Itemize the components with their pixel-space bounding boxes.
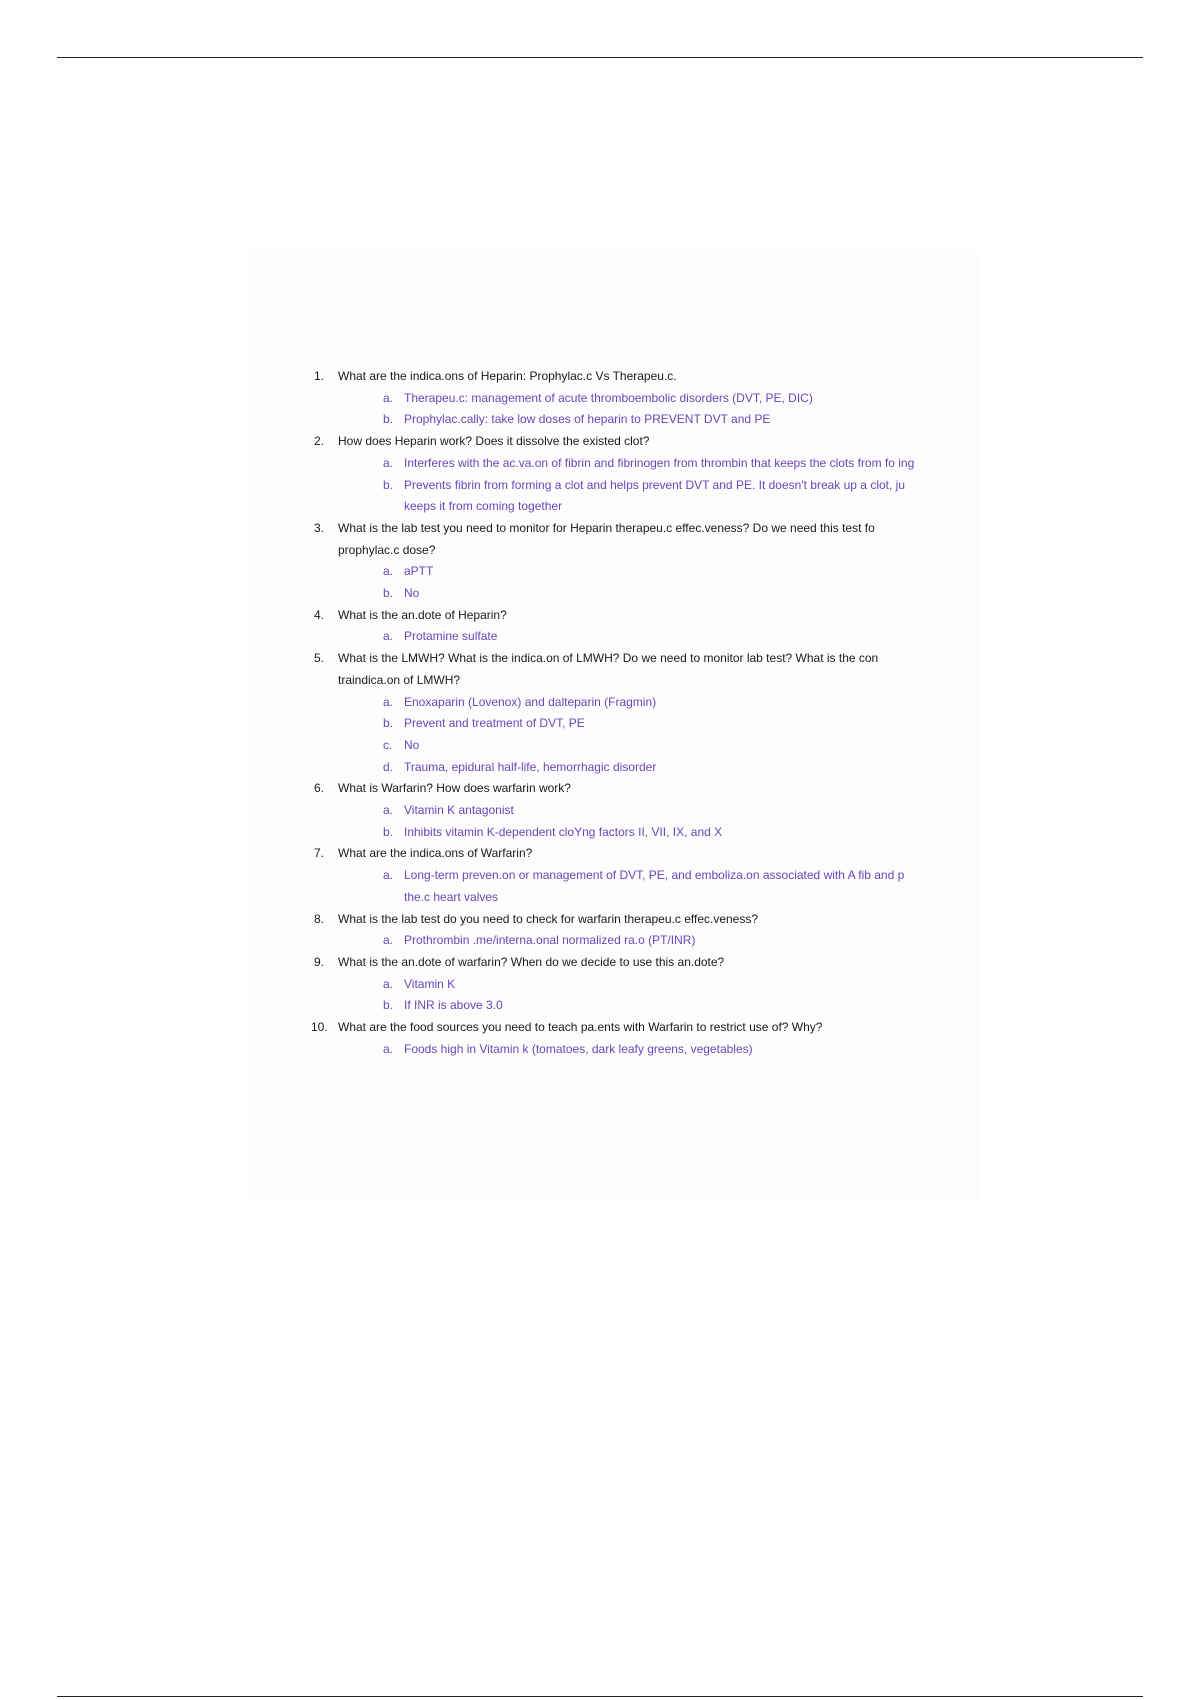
answer-letter: b.: [383, 998, 394, 1013]
answer-text: Interferes with the ac.va.on of fibrin and fibrinogen from thrombin that keeps the clots from fo ing: [404, 455, 915, 470]
question-text: How does Heparin work? Does it dissolve the existed clot?: [338, 434, 650, 449]
answer-letter: a.: [383, 933, 394, 948]
question-item: [314, 952, 924, 1017]
question-item: [314, 366, 924, 431]
question-text: What is the LMWH? What is the indica.on of LMWH? Do we need to monitor lab test? What is the con traindica.on of LMWH?: [338, 651, 879, 687]
answer-letter: a.: [383, 629, 394, 644]
answer-item: [338, 453, 924, 475]
answer-text: No: [404, 586, 420, 601]
answer-item: [338, 995, 924, 1017]
answer-item: [338, 735, 924, 757]
answer-text: Therapeu.c: management of acute thromboembolic disorders (DVT, PE, DIC): [404, 390, 813, 405]
answer-text: aPTT: [404, 564, 434, 579]
answer-item: [338, 822, 924, 844]
answer-list: [338, 626, 924, 648]
answer-text: Prevents fibrin from forming a clot and helps prevent DVT and PE. It doesn't break up a clot, ju keeps it from coming together: [404, 477, 905, 514]
question-number: 10.: [311, 1020, 328, 1035]
answer-item: [338, 409, 924, 431]
answer-text: Enoxaparin (Lovenox) and dalteparin (Fragmin): [404, 694, 657, 709]
answer-list: [338, 974, 924, 1017]
question-text: What are the indica.ons of Heparin: Prophylac.c Vs Therapeu.c.: [338, 369, 677, 383]
answer-text: Prophylac.cally: take low doses of heparin to PREVENT DVT and PE: [404, 412, 771, 427]
question-number: 9.: [314, 954, 325, 969]
question-text: What are the indica.ons of Warfarin?: [338, 846, 533, 861]
question-number: 3.: [314, 520, 325, 535]
answer-letter: d.: [383, 759, 394, 774]
question-item: [314, 778, 924, 843]
answer-letter: b.: [383, 412, 394, 427]
answer-text: Prothrombin .me/interna.onal normalized ra.o (PT/INR): [404, 933, 696, 948]
answer-text: Inhibits vitamin K-dependent cloYng factors II, VII, IX, and X: [404, 824, 723, 839]
question-list: [311, 366, 924, 1061]
answer-letter: a.: [383, 976, 394, 991]
answer-item: [338, 1039, 924, 1061]
answer-list: [338, 800, 924, 843]
answer-text: Long-term preven.on or management of DVT, PE, and emboliza.on associated with A fib and p the.c heart valves: [404, 868, 905, 904]
question-item: [314, 431, 924, 518]
question-item: [314, 518, 924, 605]
answer-letter: b.: [383, 586, 394, 601]
answer-text: If INR is above 3.0: [404, 998, 503, 1013]
answer-item: [338, 561, 924, 583]
answer-list: [338, 692, 924, 779]
answer-item: [338, 692, 924, 714]
answer-list: [338, 561, 924, 604]
answer-text: Trauma, epidural half-life, hemorrhagic disorder: [404, 759, 657, 774]
header-rule: [57, 57, 1143, 58]
answer-list: [338, 1039, 924, 1061]
answer-text: Vitamin K: [404, 976, 456, 991]
answer-list: [338, 388, 924, 431]
question-number: 8.: [314, 911, 325, 926]
answer-item: [338, 713, 924, 735]
question-item: [314, 843, 924, 908]
answer-item: [338, 865, 924, 908]
question-item: [314, 605, 924, 648]
answer-item: [338, 930, 924, 952]
question-item: [311, 1017, 924, 1060]
answer-text: Prevent and treatment of DVT, PE: [404, 716, 585, 731]
answer-text: No: [404, 737, 420, 752]
question-number: 4.: [314, 607, 325, 622]
answer-letter: a.: [383, 694, 394, 709]
answer-item: [338, 388, 924, 410]
question-text: What is Warfarin? How does warfarin work?: [338, 781, 571, 796]
question-number: 6.: [314, 781, 325, 796]
answer-letter: a.: [383, 390, 394, 405]
question-text: What is the lab test do you need to check for warfarin therapeu.c effec.veness?: [338, 911, 759, 926]
answer-text: Protamine sulfate: [404, 629, 498, 644]
answer-item: [338, 583, 924, 605]
answer-text: Vitamin K antagonist: [404, 803, 514, 818]
question-item: [314, 909, 924, 952]
question-number: 7.: [314, 846, 325, 861]
question-text: What is the lab test you need to monitor for Heparin therapeu.c effec.veness? Do we need this test fo prophylac.c dose?: [338, 520, 875, 557]
answer-item: [338, 626, 924, 648]
question-number: 1.: [314, 369, 325, 383]
answer-letter: c.: [383, 737, 393, 752]
question-text: What is the an.dote of warfarin? When do we decide to use this an.dote?: [338, 954, 725, 969]
answer-letter: a.: [383, 803, 394, 818]
answer-item: [338, 757, 924, 779]
question-number: 5.: [314, 651, 325, 666]
answer-letter: a.: [383, 564, 394, 579]
question-text: What are the food sources you need to teach pa.ents with Warfarin to restrict use of? Why?: [338, 1020, 823, 1035]
answer-list: [338, 865, 924, 908]
answer-letter: a.: [383, 455, 394, 470]
answer-letter: b.: [383, 477, 394, 492]
answer-item: [338, 974, 924, 996]
question-number: 2.: [314, 434, 325, 449]
answer-letter: a.: [383, 1041, 394, 1056]
answer-list: [338, 453, 924, 518]
answer-letter: b.: [383, 716, 394, 731]
question-text: What is the an.dote of Heparin?: [338, 607, 507, 622]
answer-text: Foods high in Vitamin k (tomatoes, dark leafy greens, vegetables): [404, 1041, 753, 1056]
question-item: [314, 648, 924, 778]
answer-list: [338, 930, 924, 952]
footer-rule: [57, 1696, 1143, 1697]
answer-item: [338, 475, 924, 518]
answer-item: [338, 800, 924, 822]
answer-letter: b.: [383, 824, 394, 839]
answer-letter: a.: [383, 868, 394, 883]
